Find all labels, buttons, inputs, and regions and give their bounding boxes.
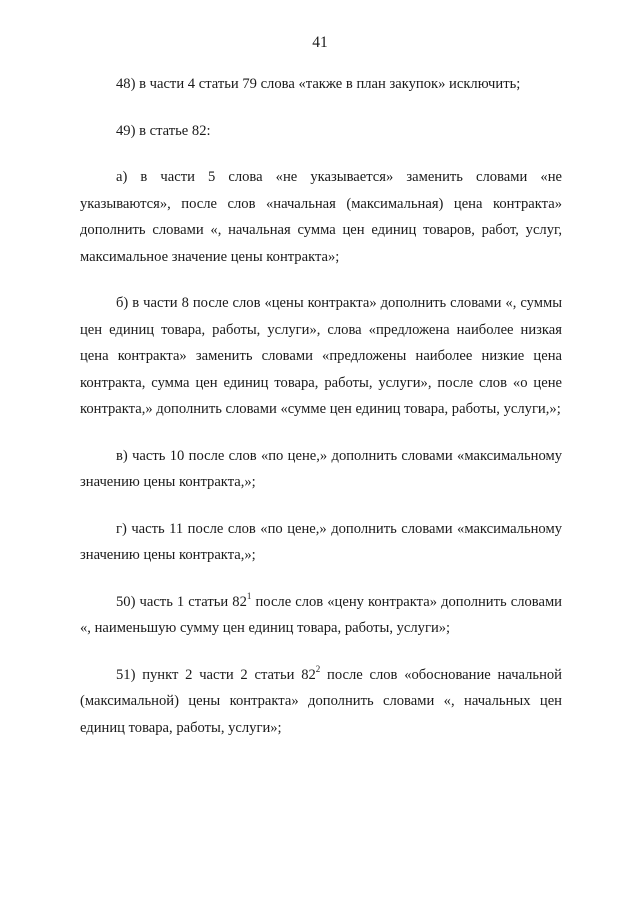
paragraph-49-b: б) в части 8 после слов «цены контракта» дополнить словами «, суммы цен единиц товара, работы, услуги», слова «предложена наиболее низкая цена контракта» заменить словами «предложены наиболее низкие цена контракта, сумма цен единиц товара, работы, услуги», после слов «о цене контракта,» дополнить словами «сумме цен единиц товара, работы, услуги,»; xyxy=(80,295,562,417)
paragraph-49: 49) в статье 82: xyxy=(116,122,211,139)
paragraph-51-superscript: 2 xyxy=(315,663,321,674)
paragraph-50-end: после слов «цену контракта» дополнить словами «, наименьшую сумму цен единиц товара, работы, услуги»; xyxy=(80,593,562,636)
paragraph-50-superscript: 1 xyxy=(246,590,252,601)
paragraph-51-end: после слов «обоснование начальной (максимальной) цены контракта» дополнить словами «, начальных цен единиц товара, работы, услуги»; xyxy=(80,666,562,736)
page-number: 41 xyxy=(312,34,328,51)
paragraph-51 xyxy=(80,662,562,742)
document-body xyxy=(80,71,562,741)
paragraph-49-g: г) часть 11 после слов «по цене,» дополнить словами «максимальному значению цены контракта,»; xyxy=(80,520,562,563)
paragraph-48: 48) в части 4 статьи 79 слова «также в план закупок» исключить; xyxy=(116,76,521,92)
paragraph-49-v: в) часть 10 после слов «по цене,» дополнить словами «максимальному значению цены контракта,»; xyxy=(80,447,562,490)
paragraph-50-start: 50) часть 1 статьи 82 xyxy=(116,593,247,610)
paragraph-51-start: 51) пункт 2 части 2 статьи 82 xyxy=(116,666,316,683)
paragraph-50 xyxy=(80,589,562,642)
paragraph-49-a: а) в части 5 слова «не указывается» заменить словами «не указываются», после слов «начальная (максимальная) цена контракта» дополнить словами «, начальная сумма цен единиц товаров, работ, услуг, максимальное значение цены контракта»; xyxy=(80,169,562,265)
